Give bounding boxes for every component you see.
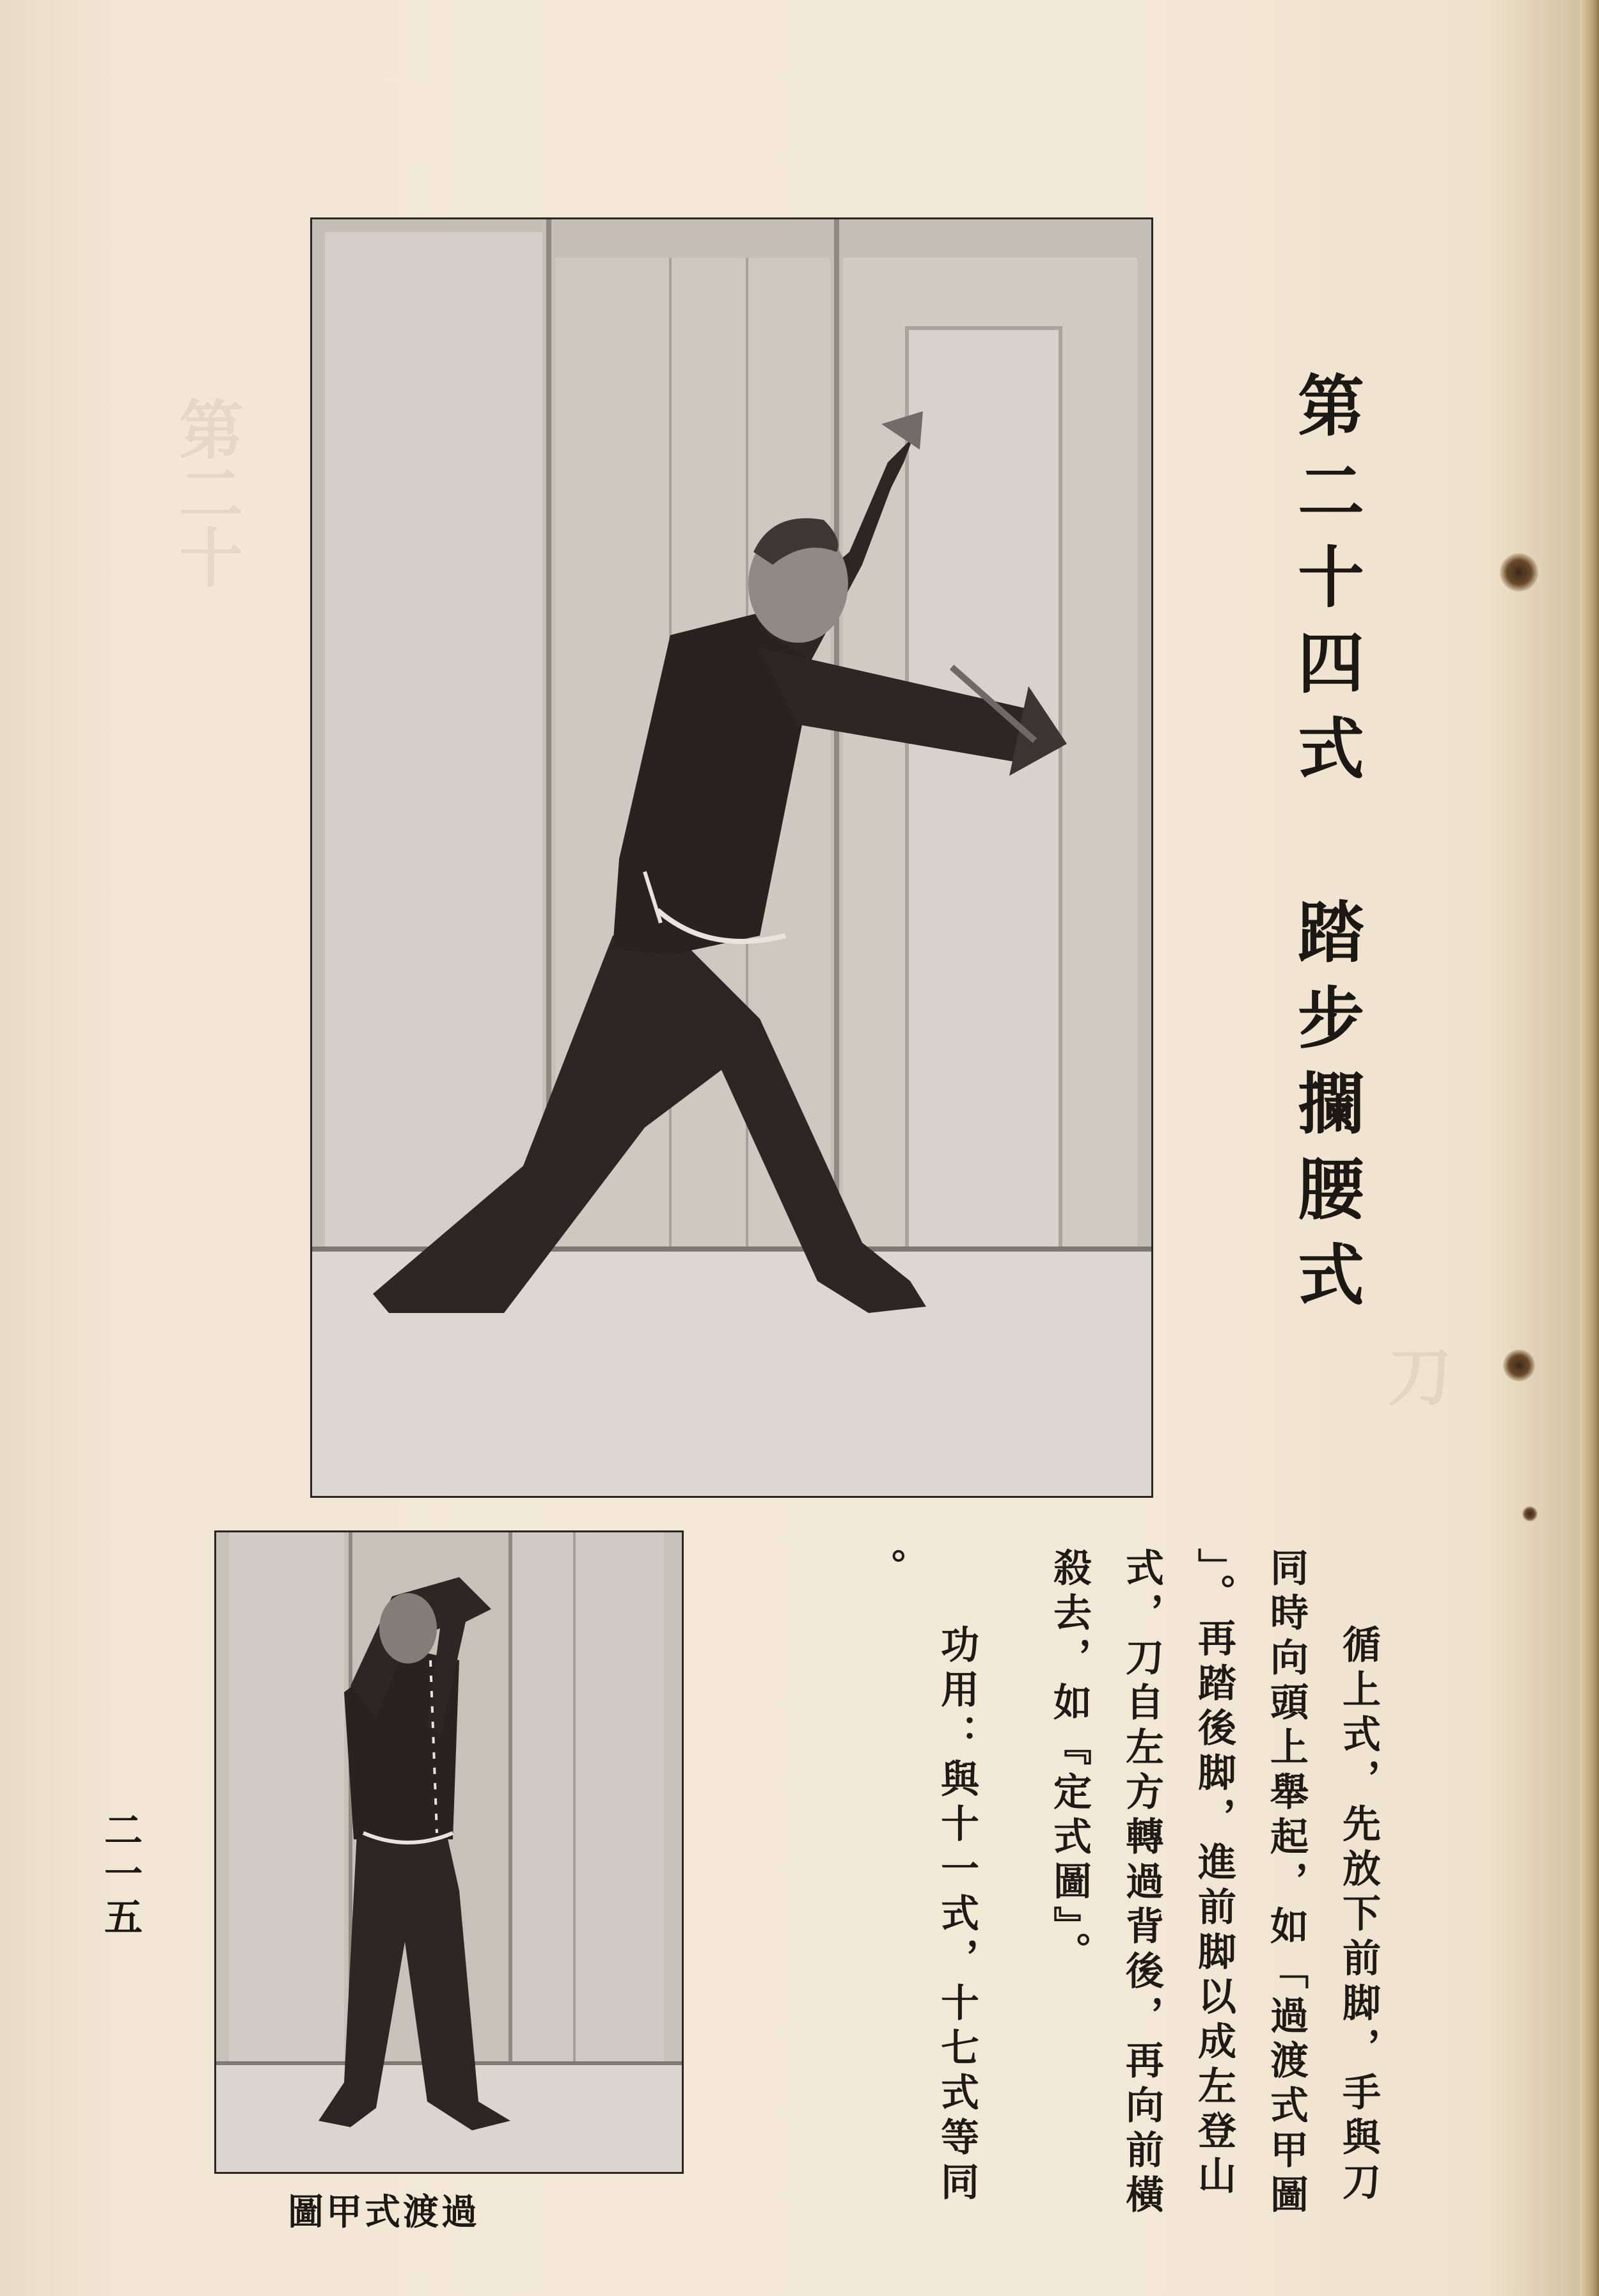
- show-through-text: 刀: [1377, 1343, 1453, 1407]
- main-stance-photo: [310, 217, 1153, 1498]
- body-text-column: 式，刀自左方轉過背後，再向前橫: [1119, 1548, 1164, 2219]
- transition-stance-photo: [214, 1530, 684, 2174]
- chapter-title: 第二十四式 踏步攔腰式: [1286, 371, 1365, 1326]
- transition-stance-illustration: [216, 1532, 682, 2172]
- page-number: 二一五: [98, 1810, 143, 1940]
- body-text-column: 循上式，先放下前脚，手與刀: [1336, 1624, 1381, 2206]
- function-note-column: 功用：與十一式，十七式等同: [934, 1624, 979, 2206]
- show-through-text: 第二十: [168, 397, 244, 588]
- body-text-column: 」。再踏後脚，進前脚以成左登山: [1192, 1548, 1236, 2200]
- ink-stain: [1522, 1506, 1538, 1521]
- main-stance-illustration: [312, 219, 1151, 1496]
- ink-stain: [1503, 1349, 1535, 1381]
- ink-stain: [1500, 553, 1538, 592]
- body-text-column: 同時向頭上舉起，如「過渡式甲圖: [1264, 1548, 1309, 2219]
- inset-photo-caption: 過渡式甲圖: [288, 2192, 480, 2233]
- function-note-column: 。: [862, 1548, 907, 1592]
- body-text-column: 殺去，如『定式圖』。: [1047, 1548, 1092, 1976]
- page-binding-edge: [1580, 0, 1599, 2296]
